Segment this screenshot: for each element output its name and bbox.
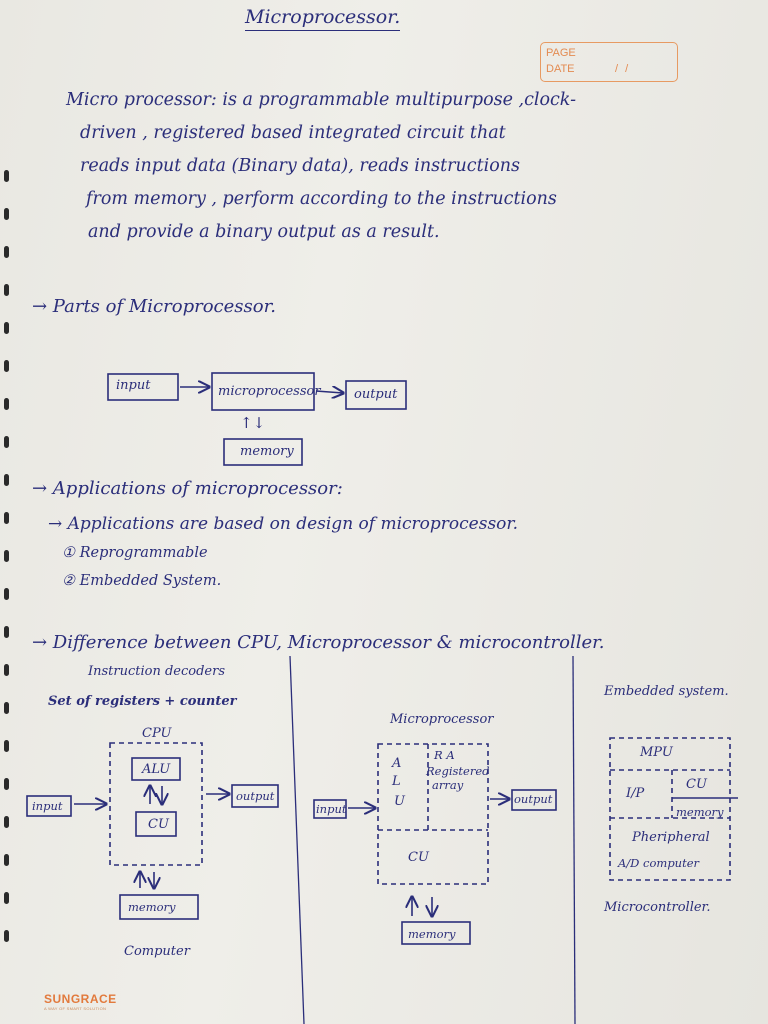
mp-label: Microprocessor [390, 712, 494, 727]
definition-line: driven , registered based integrated circuit that [80, 123, 506, 143]
cpu-cu-box [136, 812, 176, 836]
applications-heading: → Applications of microprocessor: [32, 478, 343, 499]
cpu-dashed-box [110, 743, 202, 865]
mp-output-label: output [514, 792, 553, 806]
cpu-memory-label: memory [128, 900, 176, 914]
cpu-input-box [27, 796, 71, 816]
parts-output-label: output [354, 387, 398, 402]
brand-tagline: A WAY OF SMART SOLUTION [44, 1006, 107, 1011]
mc-ad-label: A/D computer [618, 856, 700, 870]
application-item: ② Embedded System. [62, 573, 222, 589]
mp-ra-label: R A [434, 748, 455, 762]
definition-line: from memory , perform according to the instructions [86, 189, 557, 209]
cpu-input-label: input [32, 799, 63, 813]
parts-arrow-mp-output [316, 391, 343, 393]
date-separators: / / [615, 63, 631, 75]
parts-input-label: input [116, 378, 151, 393]
cpu-alu-box [132, 758, 180, 780]
parts-memory-label: memory [240, 444, 294, 459]
mp-memory-box [402, 922, 470, 944]
cpu-memory-box [120, 895, 198, 919]
mp-input-box [314, 800, 346, 818]
mc-cu-label: CU [686, 777, 707, 792]
mp-register-array-line: Registered [426, 764, 490, 778]
definition-line: reads input data (Binary data), reads instructions [80, 156, 520, 176]
application-item: ① Reprogrammable [62, 545, 208, 561]
parts-heading: → Parts of Microprocessor. [32, 296, 276, 317]
page-title: Microprocessor. [245, 6, 400, 31]
cpu-alu-label: ALU [142, 762, 171, 777]
definition-line: and provide a binary output as a result. [88, 222, 440, 242]
date-label: DATE [546, 63, 575, 75]
mp-dashed-box [378, 744, 488, 884]
parts-microprocessor-box [212, 373, 314, 410]
cpu-caption: Computer [124, 944, 190, 959]
cpu-label: CPU [142, 726, 172, 741]
mp-cu-label: CU [408, 850, 429, 865]
parts-input-box [108, 374, 178, 400]
difference-heading: → Difference between CPU, Microprocessor & microcontroller. [32, 632, 605, 653]
mp-output-box [512, 790, 556, 810]
column-divider-left [290, 656, 304, 1024]
cpu-cu-label: CU [148, 817, 169, 832]
cpu-output-label: output [236, 789, 275, 803]
mc-note-embedded: Embedded system. [604, 684, 729, 699]
cpu-note-registers: Set of registers + counter [48, 694, 237, 709]
brand-name: SUNGRACE [44, 992, 117, 1006]
applications-subheading: → Applications are based on design of microprocessor. [48, 514, 519, 534]
brand-logo [44, 992, 117, 1011]
parts-updown-arrows: ↑↓ [240, 414, 266, 432]
parts-microprocessor-label: microprocessor [218, 384, 321, 399]
mp-alu-l: L [392, 774, 401, 789]
mc-caption: Microcontroller. [604, 900, 711, 915]
mp-input-label: input [316, 802, 347, 816]
parts-output-box [346, 381, 406, 409]
mc-peripheral-label: Pheripheral [632, 830, 710, 845]
parts-memory-box [224, 439, 302, 465]
cpu-output-box [232, 785, 278, 807]
mc-memory-label: memory [676, 805, 724, 819]
mp-alu-u: U [394, 794, 405, 809]
mc-dashed-box [610, 738, 730, 880]
mc-mpu-label: MPU [640, 745, 673, 760]
mp-alu-a: A [392, 756, 402, 771]
mp-memory-label: memory [408, 927, 456, 941]
column-divider-right [573, 656, 575, 1024]
mc-ip-label: I/P [626, 786, 645, 801]
definition-line: Micro processor: is a programmable multipurpose ,clock- [66, 90, 577, 110]
cpu-note-instruction-decoders: Instruction decoders [88, 664, 226, 679]
page-label: PAGE [546, 47, 576, 59]
mp-register-array-line: array [432, 778, 464, 792]
